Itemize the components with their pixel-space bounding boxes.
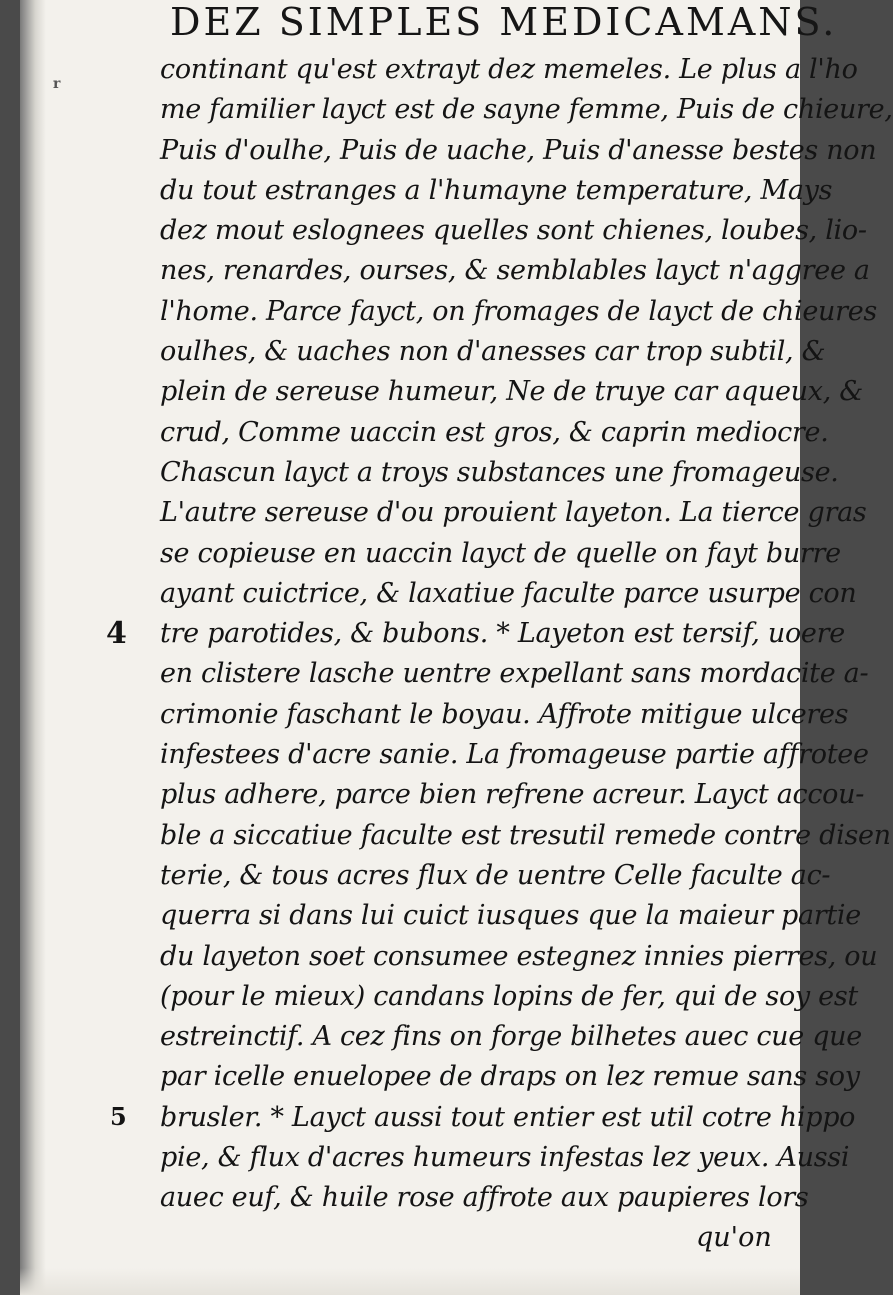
text-line: ayant cuictrice, & laxatiue faculte parce usurpe con <box>160 577 857 609</box>
text-line: L'autre sereuse d'ou prouient layeton. La tierce gras <box>160 497 867 529</box>
text-line: du layeton soet consumee estegnez innies pierres, ou <box>160 940 878 972</box>
text-line: crimonie faschant le boyau. Affrote mitigue ulceres <box>160 698 849 730</box>
text-line: Puis d'oulhe, Puis de uache, Puis d'anesse bestes non <box>160 134 877 166</box>
body-text <box>160 50 893 1219</box>
text-line: en clistere lasche uentre expellant sans mordacite a- <box>160 658 869 690</box>
text-line: se copieuse en uaccin layct de quelle on fayt burre <box>160 537 841 569</box>
text-line: brusler. * Layct aussi tout entier est util cotre hippo <box>160 1101 856 1133</box>
text-line: nes, renardes, ourses, & semblables layct n'aggree a <box>160 255 870 287</box>
catchword: qu'on <box>696 1222 772 1253</box>
page-gutter-shadow <box>20 0 46 1295</box>
text-line: tre parotides, & bubons. * Layeton est tersif, uoere <box>160 618 845 650</box>
text-line: dez mout eslognees quelles sont chienes, loubes, lio- <box>160 215 867 247</box>
margin-note-4: 4 <box>106 616 127 651</box>
text-line: pie, & flux d'acres humeurs infestas lez yeux. Aussi <box>160 1142 850 1174</box>
text-line: crud, Comme uaccin est gros, & caprin mediocre. <box>160 416 829 448</box>
text-line: continant qu'est extrayt dez memeles. Le plus a l'ho <box>160 54 858 85</box>
text-line: plein de sereuse humeur, Ne de truye car aqueux, & <box>160 376 863 408</box>
page-bottom-edge <box>20 1268 800 1295</box>
text-line: me familier layct est de sayne femme, Puis de chieure, <box>160 94 893 126</box>
margin-note-5: 5 <box>110 1102 127 1131</box>
text-line: Chascun layct a troys substances une fromageuse. <box>160 456 839 488</box>
text-line: du tout estranges a l'humayne temperature, Mays <box>160 174 833 206</box>
book-page <box>20 0 893 1295</box>
text-line: auec euf, & huile rose affrote aux paupieres lors <box>160 1182 809 1214</box>
text-line: estreinctif. A cez fins on forge bilhetes auec cue que <box>160 1021 862 1053</box>
text-line: (pour le mieux) candans lopins de fer, qui de soy est <box>160 980 858 1012</box>
text-line: terie, & tous acres flux de uentre Celle faculte ac- <box>160 859 831 891</box>
text-line: ble a siccatiue faculte est tresutil remede contre disen <box>160 819 891 851</box>
text-line: infestees d'acre sanie. La fromageuse partie affrotee <box>160 739 869 771</box>
text-line: plus adhere, parce bien refrene acreur. Layct accou- <box>160 779 865 811</box>
text-line: par icelle enuelopee de draps on lez remue sans soy <box>160 1061 860 1093</box>
text-line: querra si dans lui cuict iusques que la maieur partie <box>160 900 861 932</box>
text-line: l'home. Parce fayct, on fromages de layct de chieures <box>160 295 877 327</box>
text-line: oulhes, & uaches non d'anesses car trop subtil, & <box>160 336 826 368</box>
margin-mark: r <box>53 76 61 92</box>
running-head: DEZ SIMPLES MEDICAMANS. <box>170 0 838 44</box>
